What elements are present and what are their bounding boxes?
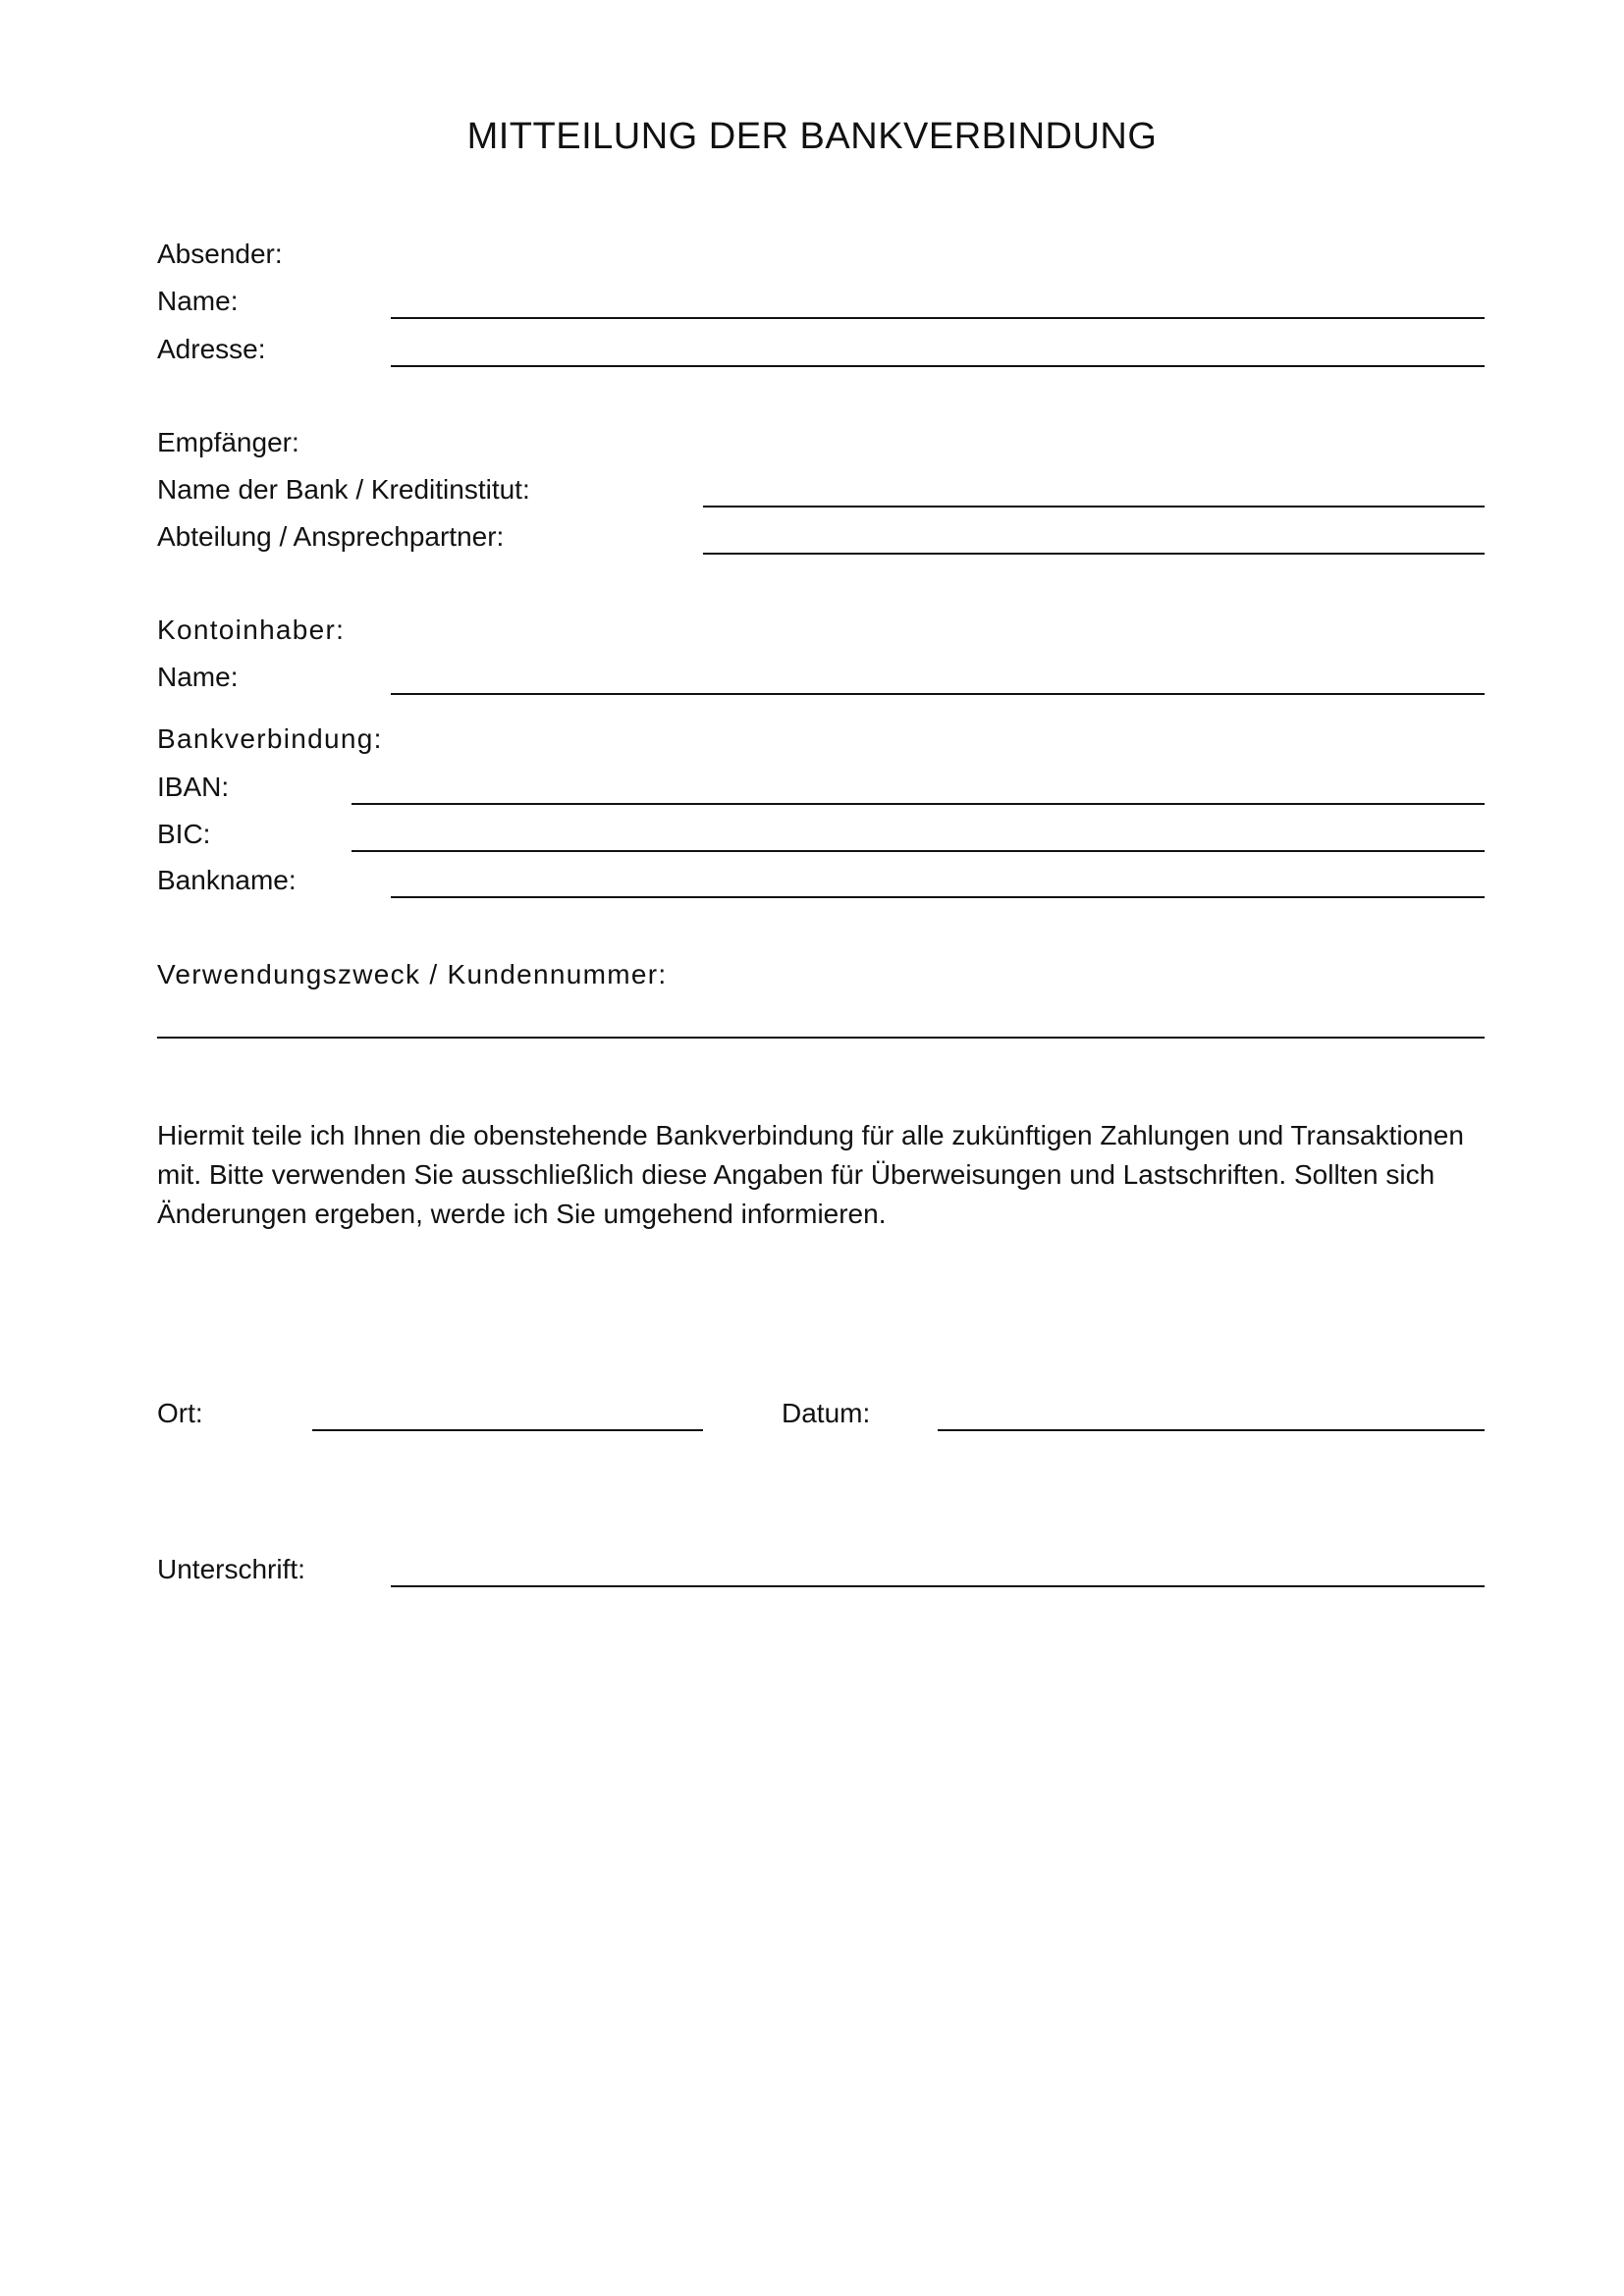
account-holder-name-label: Name: xyxy=(157,662,239,692)
reference-label: Verwendungszweck / Kundennummer: xyxy=(157,959,668,989)
recipient-bank-field[interactable] xyxy=(703,506,1485,507)
account-holder-heading: Kontoinhaber: xyxy=(157,614,346,645)
account-holder-name-field[interactable] xyxy=(391,693,1485,695)
statement-line: Änderungen ergeben, werde ich Sie umgehend informieren. xyxy=(157,1199,887,1229)
sender-address-label: Adresse: xyxy=(157,334,266,364)
date-label: Datum: xyxy=(782,1398,871,1428)
date-field[interactable] xyxy=(938,1429,1485,1431)
signature-label: Unterschrift: xyxy=(157,1554,305,1584)
bankname-label: Bankname: xyxy=(157,865,297,895)
place-label: Ort: xyxy=(157,1398,203,1428)
sender-name-label: Name: xyxy=(157,286,239,316)
sender-heading: Absender: xyxy=(157,239,283,269)
recipient-department-field[interactable] xyxy=(703,553,1485,555)
recipient-department-label: Abteilung / Ansprechpartner: xyxy=(157,521,505,552)
bic-field[interactable] xyxy=(352,850,1485,852)
place-field[interactable] xyxy=(312,1429,703,1431)
bank-details-heading: Bankverbindung: xyxy=(157,723,383,754)
iban-field[interactable] xyxy=(352,803,1485,805)
reference-field[interactable] xyxy=(157,1037,1485,1039)
bankname-field[interactable] xyxy=(391,896,1485,898)
recipient-bank-label: Name der Bank / Kreditinstitut: xyxy=(157,474,530,505)
page-title: MITTEILUNG DER BANKVERBINDUNG xyxy=(466,116,1158,157)
statement-line: Hiermit teile ich Ihnen die obenstehende Bankverbindung für alle zukünftigen Zahlungen und Transaktionen xyxy=(157,1120,1464,1150)
recipient-heading: Empfänger: xyxy=(157,427,299,457)
iban-label: IBAN: xyxy=(157,772,230,802)
sender-name-field[interactable] xyxy=(391,317,1485,319)
statement-paragraph xyxy=(157,1116,1492,1234)
sender-address-field[interactable] xyxy=(391,365,1485,367)
statement-line: mit. Bitte verwenden Sie ausschließlich diese Angaben für Überweisungen und Lastschriften. Sollten sich xyxy=(157,1159,1435,1190)
signature-field[interactable] xyxy=(391,1585,1485,1587)
bic-label: BIC: xyxy=(157,819,211,849)
